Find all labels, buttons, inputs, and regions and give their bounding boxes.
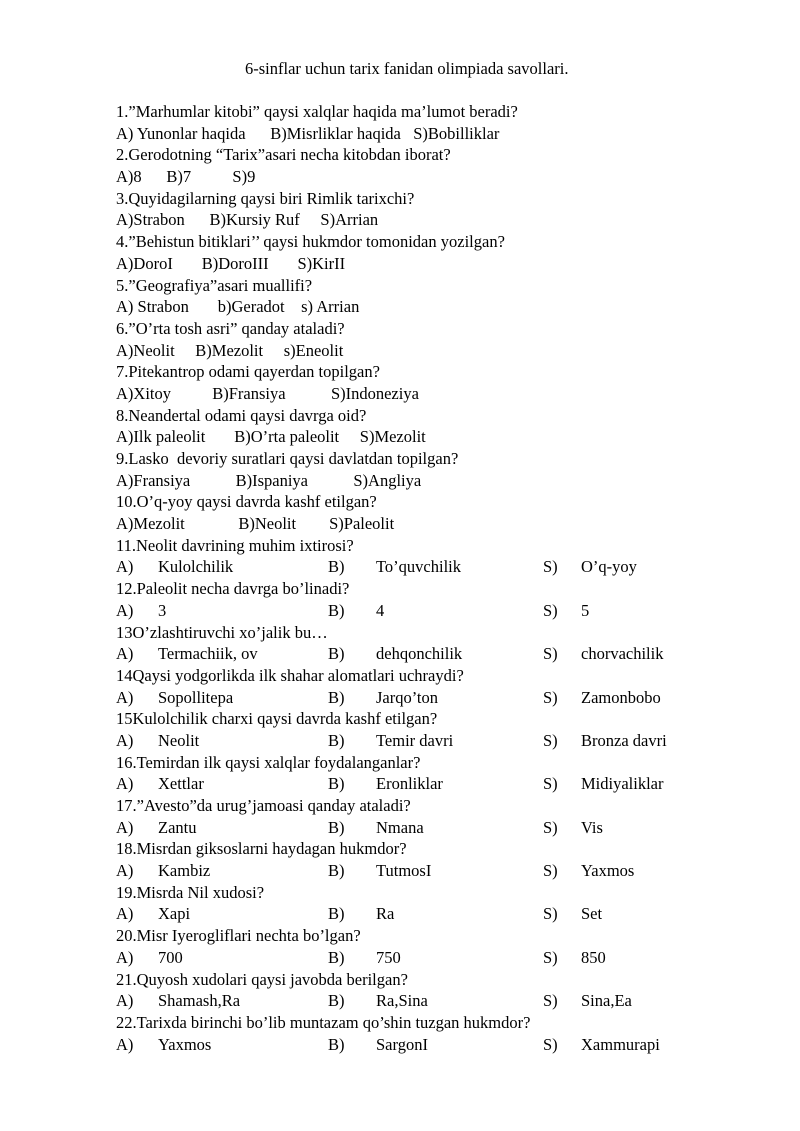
option-letter-b: B) bbox=[328, 991, 345, 1011]
option-letter-a: A) bbox=[116, 774, 134, 794]
option-letter-s: S) bbox=[543, 774, 558, 794]
option-b: 750 bbox=[376, 947, 401, 967]
option-letter-b: B) bbox=[328, 557, 345, 577]
answer-options: A)Ilk paleolit B)O’rta paleolit S)Mezolit bbox=[116, 427, 426, 447]
option-s: 5 bbox=[581, 600, 590, 620]
option-b: Eronliklar bbox=[376, 774, 443, 794]
option-letter-b: B) bbox=[328, 904, 345, 924]
question-text: 15Kulolchilik charxi qaysi davrda kashf etilgan? bbox=[116, 709, 438, 729]
question-text: 12.Paleolit necha davrga bo’linadi? bbox=[116, 579, 350, 599]
option-letter-s: S) bbox=[543, 557, 558, 577]
option-letter-b: B) bbox=[328, 774, 345, 794]
option-b: SargonI bbox=[376, 1034, 428, 1054]
option-letter-a: A) bbox=[116, 600, 134, 620]
option-b: Temir davri bbox=[376, 730, 454, 750]
answer-options-row bbox=[116, 730, 800, 752]
option-letter-b: B) bbox=[328, 687, 345, 707]
option-s: Yaxmos bbox=[581, 861, 635, 881]
question-text: 1.”Marhumlar kitobi” qaysi xalqlar haqida ma’lumot beradi? bbox=[116, 102, 518, 121]
option-letter-s: S) bbox=[543, 1034, 558, 1054]
option-s: Vis bbox=[581, 817, 603, 837]
answer-options: A)Mezolit B)Neolit S)Paleolit bbox=[116, 514, 395, 534]
option-letter-a: A) bbox=[116, 861, 134, 881]
option-s: Sina,Ea bbox=[581, 991, 632, 1011]
option-s: O’q-yoy bbox=[581, 557, 637, 577]
question-text: 19.Misrda Nil xudosi? bbox=[116, 882, 265, 902]
question-text: 14Qaysi yodgorlikda ilk shahar alomatlari uchraydi? bbox=[116, 665, 464, 685]
option-letter-b: B) bbox=[328, 861, 345, 881]
answer-options: A) Yunonlar haqida B)Misrliklar haqida S)Bobilliklar bbox=[116, 123, 500, 143]
question-text: 16.Temirdan ilk qaysi xalqlar foydalanganlar? bbox=[116, 752, 421, 772]
option-a: 3 bbox=[158, 600, 167, 620]
question-text: 6.”O’rta tosh asri” qanday ataladi? bbox=[116, 318, 345, 338]
answer-options-row bbox=[116, 687, 800, 709]
option-s: Bronza davri bbox=[581, 730, 667, 750]
question-text: 22.Tarixda birinchi bo’lib muntazam qo’shin tuzgan hukmdor? bbox=[116, 1012, 531, 1032]
option-letter-s: S) bbox=[543, 904, 558, 924]
option-b: TutmosI bbox=[376, 861, 432, 881]
option-letter-s: S) bbox=[543, 861, 558, 881]
option-letter-s: S) bbox=[543, 817, 558, 837]
option-a: Xettlar bbox=[158, 774, 204, 794]
option-letter-b: B) bbox=[328, 1034, 345, 1054]
option-a: Zantu bbox=[158, 817, 197, 837]
option-letter-a: A) bbox=[116, 730, 134, 750]
option-letter-a: A) bbox=[116, 817, 134, 837]
answer-options-row bbox=[116, 600, 800, 622]
question-text: 3.Quyidagilarning qaysi biri Rimlik tarixchi? bbox=[116, 188, 415, 208]
document-title: 6-sinflar uchun tarix fanidan olimpiada savollari. bbox=[245, 59, 569, 78]
answer-options-row bbox=[116, 773, 800, 795]
option-b: 4 bbox=[376, 600, 385, 620]
question-text: 13O’zlashtiruvchi xo’jalik bu… bbox=[116, 622, 328, 642]
question-text: 4.”Behistun bitiklari’’ qaysi hukmdor tomonidan yozilgan? bbox=[116, 232, 505, 252]
answer-options: A) Strabon b)Geradot s) Arrian bbox=[116, 297, 360, 317]
question-text: 17.”Avesto”da urug’jamoasi qanday ataladi? bbox=[116, 796, 411, 815]
option-letter-b: B) bbox=[328, 817, 345, 837]
option-letter-s: S) bbox=[543, 730, 558, 750]
question-text: 2.Gerodotning “Tarix”asari necha kitobdan iborat? bbox=[116, 145, 451, 165]
option-b: dehqonchilik bbox=[376, 644, 463, 664]
option-s: Xammurapi bbox=[581, 1034, 660, 1054]
answer-options: A)Strabon B)Kursiy Ruf S)Arrian bbox=[116, 210, 379, 230]
option-letter-a: A) bbox=[116, 904, 134, 924]
option-letter-b: B) bbox=[328, 600, 345, 620]
option-letter-s: S) bbox=[543, 991, 558, 1011]
option-a: 700 bbox=[158, 947, 183, 967]
option-letter-s: S) bbox=[543, 947, 558, 967]
answer-options-row bbox=[116, 947, 800, 969]
answer-options: A)8 B)7 S)9 bbox=[116, 167, 256, 187]
option-letter-a: A) bbox=[116, 947, 134, 967]
option-a: Yaxmos bbox=[158, 1034, 212, 1054]
option-letter-a: A) bbox=[116, 644, 134, 664]
option-s: 850 bbox=[581, 947, 606, 967]
answer-options-row bbox=[116, 1034, 800, 1056]
answer-options-row bbox=[116, 556, 800, 578]
question-text: 7.Pitekantrop odami qayerdan topilgan? bbox=[116, 362, 380, 382]
question-text: 10.O’q-yoy qaysi davrda kashf etilgan? bbox=[116, 492, 377, 512]
answer-options-row bbox=[116, 990, 800, 1012]
option-b: Jarqo’ton bbox=[376, 687, 439, 707]
option-s: Midiyaliklar bbox=[581, 774, 664, 794]
answer-options: A)DoroI B)DoroIII S)KirII bbox=[116, 253, 346, 273]
option-letter-a: A) bbox=[116, 687, 134, 707]
option-letter-b: B) bbox=[328, 947, 345, 967]
option-letter-a: A) bbox=[116, 557, 134, 577]
option-a: Kulolchilik bbox=[158, 557, 234, 577]
question-text: 8.Neandertal odami qaysi davrga oid? bbox=[116, 405, 367, 425]
option-s: chorvachilik bbox=[581, 644, 664, 664]
option-letter-s: S) bbox=[543, 644, 558, 664]
answer-options-row bbox=[116, 817, 800, 839]
question-text: 11.Neolit davrining muhim ixtirosi? bbox=[116, 535, 354, 555]
option-letter-s: S) bbox=[543, 687, 558, 707]
answer-options-row bbox=[116, 903, 800, 925]
option-a: Xapi bbox=[158, 904, 191, 924]
option-a: Shamash,Ra bbox=[158, 991, 241, 1011]
option-letter-s: S) bbox=[543, 600, 558, 620]
answer-options-row bbox=[116, 860, 800, 882]
option-a: Kambiz bbox=[158, 861, 211, 881]
answer-options: A)Fransiya B)Ispaniya S)Angliya bbox=[116, 470, 422, 490]
option-b: To’quvchilik bbox=[376, 557, 461, 577]
option-letter-a: A) bbox=[116, 991, 134, 1011]
question-text: 5.”Geografiya”asari muallifi? bbox=[116, 275, 313, 295]
option-letter-a: A) bbox=[116, 1034, 134, 1054]
option-a: Neolit bbox=[158, 730, 200, 750]
option-s: Zamonbobo bbox=[581, 687, 661, 707]
option-s: Set bbox=[581, 904, 603, 924]
answer-options: A)Neolit B)Mezolit s)Eneolit bbox=[116, 340, 344, 360]
answer-options: A)Xitoy B)Fransiya S)Indoneziya bbox=[116, 383, 419, 403]
option-b: Ra bbox=[376, 904, 395, 924]
question-text: 9.Lasko devoriy suratlari qaysi davlatdan topilgan? bbox=[116, 449, 459, 468]
answer-options-row bbox=[116, 643, 800, 665]
question-list bbox=[116, 101, 800, 1055]
option-b: Ra,Sina bbox=[376, 991, 428, 1011]
question-text: 21.Quyosh xudolari qaysi javobda berilgan? bbox=[116, 969, 408, 989]
option-letter-b: B) bbox=[328, 730, 345, 750]
question-text: 20.Misr Iyerogliflari nechta bo’lgan? bbox=[116, 926, 361, 946]
question-text: 18.Misrdan giksoslarni haydagan hukmdor? bbox=[116, 839, 407, 859]
option-letter-b: B) bbox=[328, 644, 345, 664]
option-b: Nmana bbox=[376, 817, 424, 837]
option-a: Sopollitepa bbox=[158, 687, 234, 707]
option-a: Termachiik, ov bbox=[158, 644, 258, 664]
